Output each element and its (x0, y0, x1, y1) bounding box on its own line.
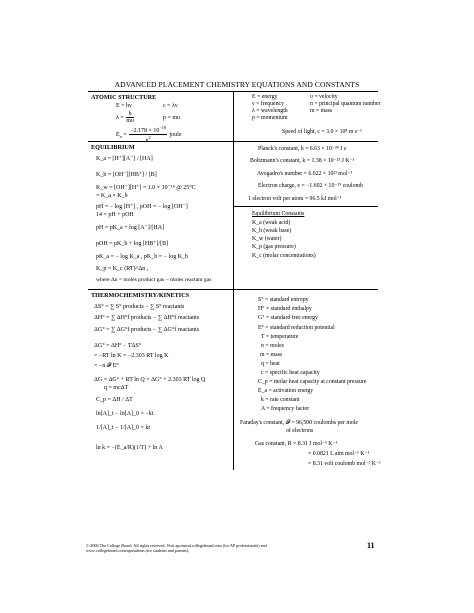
eq-debroglie-lhs: λ = (116, 114, 124, 121)
legend-energy: E = energy (252, 94, 278, 100)
eq-free-energy: ΔG° = ∑ ΔG°f products − ∑ ΔG°f reactants (94, 327, 200, 333)
eq-kw: K_w = [OH⁻][H⁺] = 1.0 × 10⁻¹⁴ @ 25°C (96, 185, 196, 191)
eq-energy-level-num (129, 125, 167, 135)
eq-enthalpy: ΔH° = ∑ ΔH°f products − ∑ ΔH°f reactants (94, 315, 200, 321)
eq-delta-n: where Δn = moles product gas − moles reactant gas (96, 277, 212, 283)
eq-debroglie-num: h (126, 111, 134, 118)
eq-constants-rule (233, 289, 378, 290)
section-atomic-structure: ATOMIC STRUCTURE (91, 94, 157, 101)
eq-debroglie (116, 111, 135, 124)
legend-activation-energy: E_a = activation energy (258, 388, 314, 394)
eq-constant-kw: K_w (water) (252, 236, 282, 242)
eq-energy-level-num-exp: −18 (159, 125, 166, 130)
eq-energy-frequency: E = hν (116, 103, 132, 109)
eq-ph-sum: 14 = pH + pOH (96, 212, 134, 218)
legend-rate-constant: k = rate constant (261, 397, 300, 403)
eq-energy-level-sub: n (119, 134, 122, 140)
legend-temperature: T = temperature (261, 334, 299, 340)
eq-second-order: 1/[A]_t − 1/[A]_0 = kt (96, 425, 151, 431)
eq-constants-title: Equilibrium Constants (252, 211, 305, 217)
eq-energy-level-num-base: −2.178 × 10 (130, 128, 160, 134)
eq-debroglie-den: mυ (126, 118, 134, 124)
eq-energy-level-unit: joule (169, 131, 182, 138)
legend-heat: q = heat (261, 361, 280, 367)
constant-planck: Planck's constant, h = 6.63 × 10⁻³⁴ J s (258, 146, 347, 152)
faraday-constant-units: of electrons (286, 428, 314, 434)
page-title: ADVANCED PLACEMENT CHEMISTRY EQUATIONS AND CONSTANTS (114, 80, 360, 89)
legend-entropy: S° = standard entropy (258, 297, 309, 303)
eq-first-order: ln[A]_t − ln[A]_0 = −kt (96, 411, 154, 417)
constant-boltzmann: Boltzmann's constant, k = 1.38 × 10⁻²³ J K⁻¹ (250, 158, 355, 164)
eq-constant-kb: K_b (weak base) (252, 228, 292, 234)
legend-mass-thermo: m = mass (260, 352, 283, 358)
eq-ka: K_a = [H⁺][A⁻] / [HA] (96, 156, 153, 162)
footer-line-1: © 2006 The College Board. All rights reserved. Visit apcentral.collegeboard.com (for AP professionals) and (86, 543, 267, 548)
gas-constant-volt: = 8.31 volt coulomb mol⁻¹ K⁻¹ (308, 461, 381, 467)
eq-ph-poh: pH = − log [H⁺] , pOH = − log [OH⁻] (96, 204, 188, 210)
gas-constant-atm: = 0.0821 L atm mol⁻¹ K⁻¹ (308, 451, 370, 457)
legend-velocity: υ = velocity (310, 94, 338, 100)
eq-constant-kc: K_c (molar concentrations) (252, 253, 316, 259)
faraday-constant: Faraday's constant, 𝓕 = 96,500 coulombs per mole (240, 420, 358, 426)
legend-wavelength: λ = wavelength (252, 108, 288, 114)
constants-rule-top (233, 141, 378, 142)
section-thermo-kinetics: THERMOCHEMISTRY/KINETICS (91, 292, 190, 299)
constant-electron-volt: 1 electron volt per atom = 96.5 kJ mol⁻¹ (248, 196, 342, 202)
legend-molar-heat-capacity: C_p = molar heat capacity at constant pressure (258, 379, 367, 385)
eq-constant-ka: K_a (weak acid) (252, 220, 291, 226)
eq-heat: q = mcΔT (104, 385, 129, 391)
eq-energy-level-lhs: E (116, 131, 120, 138)
legend-frequency: ν = frequency (252, 101, 284, 107)
legend-frequency-factor: A = frequency factor (261, 406, 310, 412)
eq-constant-kp: K_p (gas pressure) (252, 244, 296, 250)
section-equilibrium: EQUILIBRIUM (91, 144, 135, 151)
constant-avogadro: Avogadro's number = 6.022 × 10²³ mol⁻¹ (257, 171, 353, 177)
eq-kp-kc: K_p = K_c (RT)^Δn , (96, 266, 149, 272)
eq-pka-pkb: pK_a = − log K_a , pK_b = − log K_b (96, 254, 189, 260)
footer-line-2: www.collegeboard.com/apstudents (for students and parents). (86, 548, 190, 553)
eq-henderson-base: pOH = pK_b + log [HB⁺]/[B] (96, 241, 169, 247)
legend-momentum: p = momentum (252, 115, 288, 121)
eq-arrhenius: ln k = −(E_a/R)(1/T) + ln A (96, 445, 163, 451)
legend-specific-heat: c = specific heat capacity (261, 370, 320, 376)
eq-gibbs-k: = −RT ln K = −2.303 RT log K (94, 353, 169, 359)
eq-momentum: p = mυ (163, 115, 181, 121)
legend-reduction-potential: E° = standard reduction potential (258, 325, 335, 331)
eq-gibbs-e: = −n 𝓕 E° (94, 363, 119, 369)
eq-speed-light: c = λν (163, 103, 178, 109)
legend-quantum-number: n = principal quantum number (310, 101, 381, 107)
constant-electron-charge: Electron charge, e = −1.602 × 10⁻¹⁹ coulomb (258, 183, 363, 189)
eq-kw-product: = K_a × K_b (96, 193, 128, 199)
eq-energy-level-den (129, 135, 167, 144)
constant-speed-of-light: Speed of light, c = 3.0 × 10⁸ m s⁻¹ (282, 129, 362, 135)
legend-free-energy: G° = standard free energy (258, 315, 318, 321)
gas-constant-si: Gas constant, R = 8.31 J mol⁻¹ K⁻¹ (255, 441, 338, 447)
column-divider (233, 92, 234, 470)
equilibrium-rule (88, 289, 233, 290)
eq-kb: K_b = [OH⁻][HB⁺] / [B] (96, 172, 157, 178)
constants-rule-bottom (233, 206, 378, 207)
eq-gibbs: ΔG° = ΔH° − TΔS° (94, 343, 142, 349)
eq-heat-capacity: C_p = ΔH / ΔT (96, 397, 133, 403)
eq-gibbs-q: ΔG = ΔG° + RT ln Q = ΔG° + 2.303 RT log Q (94, 377, 206, 383)
eq-energy-level-den-exp: 2 (148, 135, 151, 140)
eq-debroglie-fraction (126, 111, 134, 124)
eq-entropy: ΔS° = ∑ S° products − ∑ S° reactants (94, 304, 185, 310)
legend-enthalpy: H° = standard enthalpy (258, 306, 312, 312)
eq-henderson-acid: pH = pK_a + log [A⁻]/[HA] (96, 225, 165, 231)
footer-copyright (86, 543, 356, 553)
legend-mass: m = mass (310, 108, 333, 114)
atomic-rule (88, 141, 233, 142)
eq-energy-level: $E_n$ = $\frac{-2.178 \times 10^{-18}}{^2}$ joule (116, 125, 182, 144)
page-number: 11 (367, 541, 375, 550)
legend-moles: n = moles (261, 343, 284, 349)
